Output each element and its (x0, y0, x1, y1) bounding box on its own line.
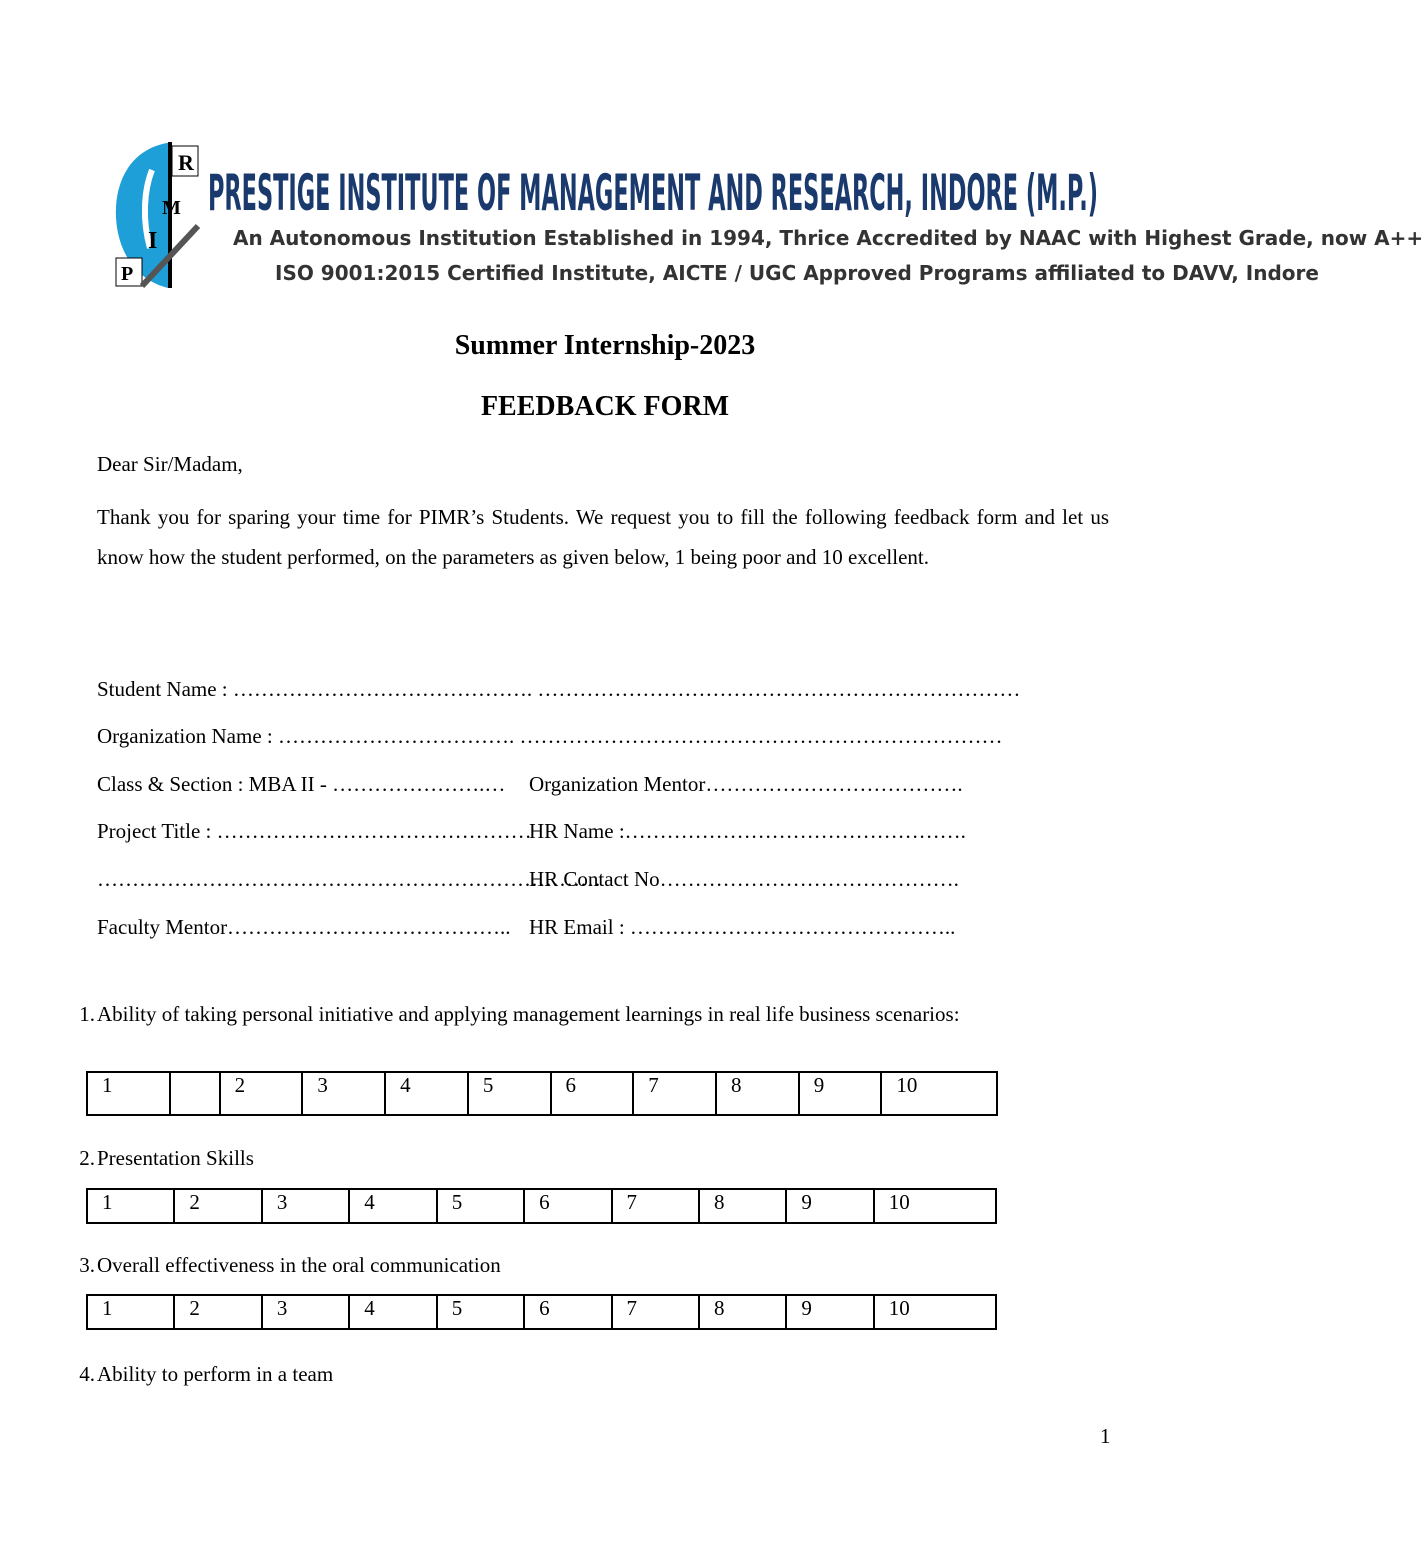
institute-logo (112, 140, 202, 290)
question-number: 3. (79, 1253, 95, 1277)
project-title-continuation-field[interactable]: ……………………………………………………………… (97, 867, 601, 891)
rating-cell[interactable]: 9 (786, 1189, 873, 1223)
question-text: Ability to perform in a team (97, 1362, 334, 1386)
organization-name-field[interactable]: Organization Name : ……………………………. …………………………………………………………… (97, 724, 1003, 748)
rating-cell[interactable]: 3 (302, 1072, 385, 1115)
rating-cell[interactable]: 5 (437, 1295, 524, 1329)
rating-cell[interactable]: 6 (524, 1295, 611, 1329)
question-4 (61, 1362, 334, 1387)
rating-cell[interactable]: 4 (349, 1295, 436, 1329)
question-3 (61, 1253, 501, 1278)
hr-email-field[interactable]: HR Email : ……………………………………….. (529, 915, 956, 939)
rating-cell[interactable]: 10 (874, 1189, 996, 1223)
faculty-mentor-field[interactable]: Faculty Mentor………………………………….. (97, 915, 511, 939)
institution-tagline-2: ISO 9001:2015 Certified Institute, AICTE / UGC Approved Programs affiliated to DAVV, Indore (275, 261, 1319, 285)
rating-scale-q1 (86, 1071, 998, 1116)
question-text: Overall effectiveness in the oral communication (97, 1253, 501, 1277)
rating-cell[interactable]: 8 (716, 1072, 799, 1115)
rating-cell[interactable] (170, 1072, 220, 1115)
question-1 (61, 1002, 960, 1027)
svg-text:P: P (121, 263, 134, 285)
rating-cell[interactable]: 4 (349, 1189, 436, 1223)
rating-cell[interactable]: 9 (799, 1072, 882, 1115)
form-subtitle: FEEDBACK FORM (480, 391, 730, 422)
rating-cell[interactable]: 2 (174, 1189, 261, 1223)
question-text: Presentation Skills (97, 1146, 254, 1170)
page-number: 1 (1100, 1424, 1111, 1448)
question-2 (61, 1146, 254, 1171)
project-title-field[interactable]: Project Title : ……………………………………… (97, 819, 532, 843)
rating-cell[interactable]: 5 (437, 1189, 524, 1223)
rating-cell[interactable]: 4 (385, 1072, 468, 1115)
rating-cell[interactable]: 8 (699, 1295, 786, 1329)
institution-name (208, 160, 1108, 222)
svg-text:R: R (178, 150, 194, 175)
rating-cell[interactable]: 3 (262, 1189, 349, 1223)
rating-cell[interactable]: 9 (786, 1295, 873, 1329)
salutation: Dear Sir/Madam, (97, 452, 243, 476)
rating-scale-q2 (86, 1188, 997, 1224)
rating-cell[interactable]: 7 (612, 1295, 699, 1329)
question-number: 2. (79, 1146, 95, 1170)
organization-mentor-field[interactable]: Organization Mentor………………………………. (529, 772, 963, 796)
rating-cell[interactable]: 1 (87, 1189, 174, 1223)
svg-text:M: M (162, 197, 181, 219)
rating-cell[interactable]: 7 (612, 1189, 699, 1223)
svg-text:I: I (148, 228, 158, 254)
svg-text:PRESTIGE INSTITUTE OF MANAGEME: PRESTIGE INSTITUTE OF MANAGEMENT AND RESEARCH, INDORE (M.P.) (208, 164, 1098, 222)
rating-cell[interactable]: 1 (87, 1072, 170, 1115)
rating-cell[interactable]: 10 (874, 1295, 996, 1329)
question-number: 4. (79, 1362, 95, 1386)
rating-cell[interactable]: 2 (174, 1295, 261, 1329)
rating-cell[interactable]: 1 (87, 1295, 174, 1329)
hr-name-field[interactable]: HR Name :…………………………………………. (529, 819, 966, 843)
rating-cell[interactable]: 7 (633, 1072, 716, 1115)
student-name-field[interactable]: Student Name : ……………………………………. …………………………………………………………… (97, 677, 1021, 701)
rating-scale-q3 (86, 1294, 997, 1330)
question-number: 1. (79, 1002, 95, 1026)
form-title: Summer Internship-2023 (454, 330, 756, 361)
rating-cell[interactable]: 6 (524, 1189, 611, 1223)
rating-cell[interactable]: 6 (551, 1072, 634, 1115)
hr-contact-field[interactable]: HR Contact No……………………………………. (529, 867, 959, 891)
question-text: Ability of taking personal initiative and applying management learnings in real life business scenarios: (97, 1002, 960, 1026)
rating-cell[interactable]: 3 (262, 1295, 349, 1329)
intro-paragraph: Thank you for sparing your time for PIMR’s Students. We request you to fill the following feedback form and let us know how the student performed, on the parameters as given below, 1 being poor and 10 excellent. (97, 505, 1109, 569)
rating-cell[interactable]: 8 (699, 1189, 786, 1223)
institution-tagline-1: An Autonomous Institution Established in 1994, Thrice Accredited by NAAC with Highest Grade, now A++ (233, 226, 1423, 250)
rating-cell[interactable]: 5 (468, 1072, 551, 1115)
class-section-field[interactable]: Class & Section : MBA II - ………………….… (97, 772, 506, 796)
rating-cell[interactable]: 10 (881, 1072, 997, 1115)
rating-cell[interactable]: 2 (220, 1072, 303, 1115)
